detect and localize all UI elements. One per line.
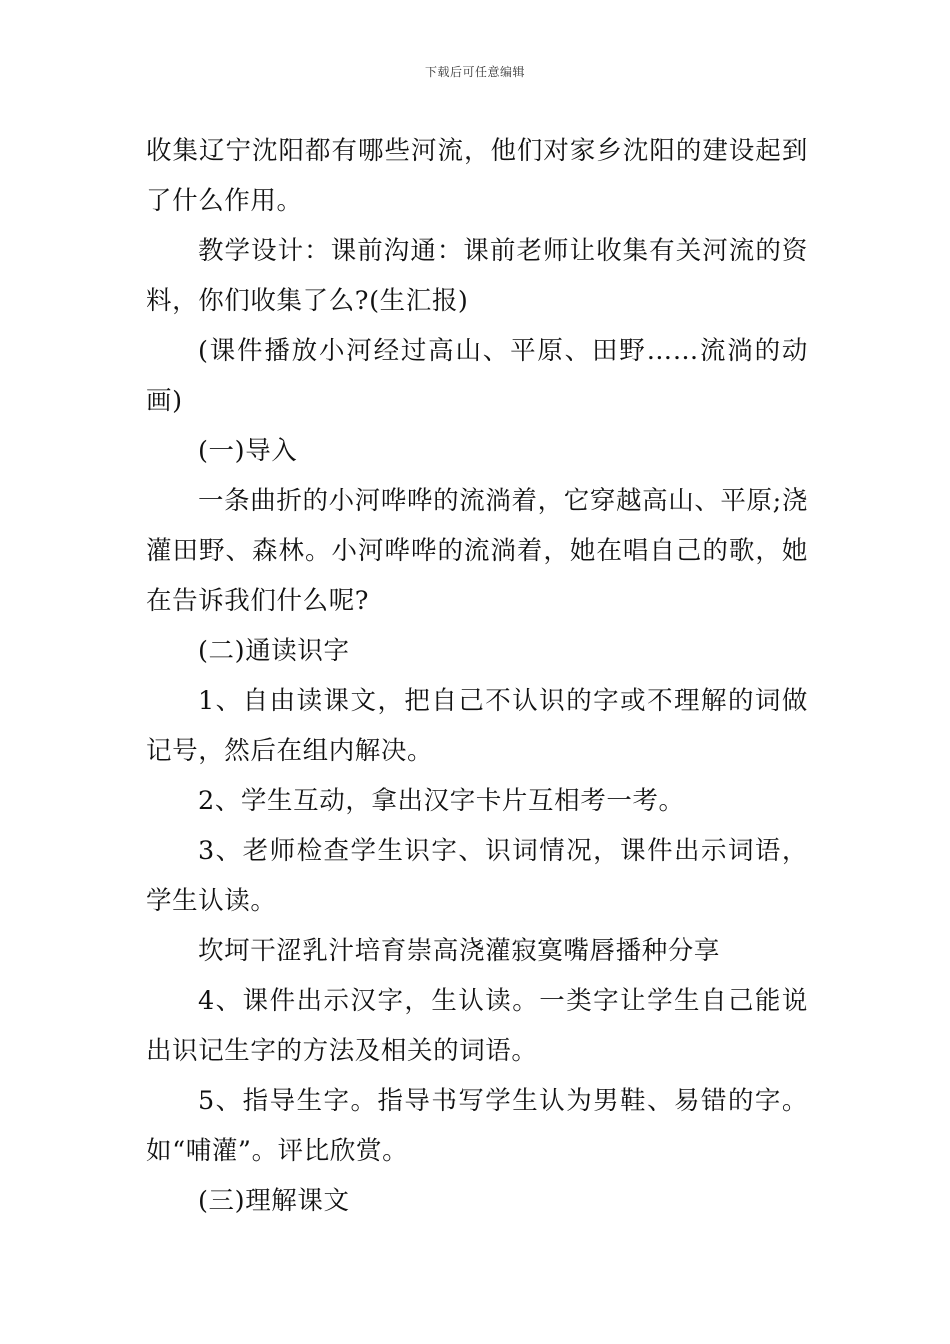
list-item-step-5: 5、指导生字。指导书写学生认为男鞋、易错的字。如“哺灌”。评比欣赏。 bbox=[146, 1086, 808, 1166]
page-header-note: 下载后可任意编辑 bbox=[424, 65, 525, 79]
paragraph-teaching-design: 教学设计：课前沟通：课前老师让收集有关河流的资料，你们收集了么?(生汇报) bbox=[146, 236, 808, 316]
list-item-step-1: 1、自由读课文，把自己不认识的字或不理解的词做记号，然后在组内解决。 bbox=[146, 686, 808, 766]
list-item-step-4: 4、课件出示汉字，生认读。一类字让学生自己能说出识记生字的方法及相关的词语。 bbox=[146, 986, 808, 1066]
section-heading-understanding: (三)理解课文 bbox=[198, 1186, 350, 1216]
list-item-step-3: 3、老师检查学生识字、识词情况，课件出示词语，学生认读。 bbox=[146, 836, 808, 916]
paragraph-introduction: 一条曲折的小河哗哗的流淌着，它穿越高山、平原;浇灌田野、森林。小河哗哗的流淌着，她在唱自己的歌，她在告诉我们什么呢? bbox=[146, 486, 808, 616]
section-heading-introduction: (一)导入 bbox=[198, 436, 298, 466]
document-body bbox=[146, 126, 808, 1226]
vocabulary-line: 坎坷干涩乳汁培育崇高浇灌寂寞嘴唇播种分享 bbox=[198, 936, 721, 966]
list-item-step-2: 2、学生互动，拿出汉字卡片互相考一考。 bbox=[198, 786, 685, 816]
section-heading-reading: (二)通读识字 bbox=[198, 636, 350, 666]
paragraph-continuation: 收集辽宁沈阳都有哪些河流，他们对家乡沈阳的建设起到了什么作用。 bbox=[146, 136, 808, 216]
paragraph-courseware-note: (课件播放小河经过高山、平原、田野……流淌的动画) bbox=[146, 336, 808, 416]
